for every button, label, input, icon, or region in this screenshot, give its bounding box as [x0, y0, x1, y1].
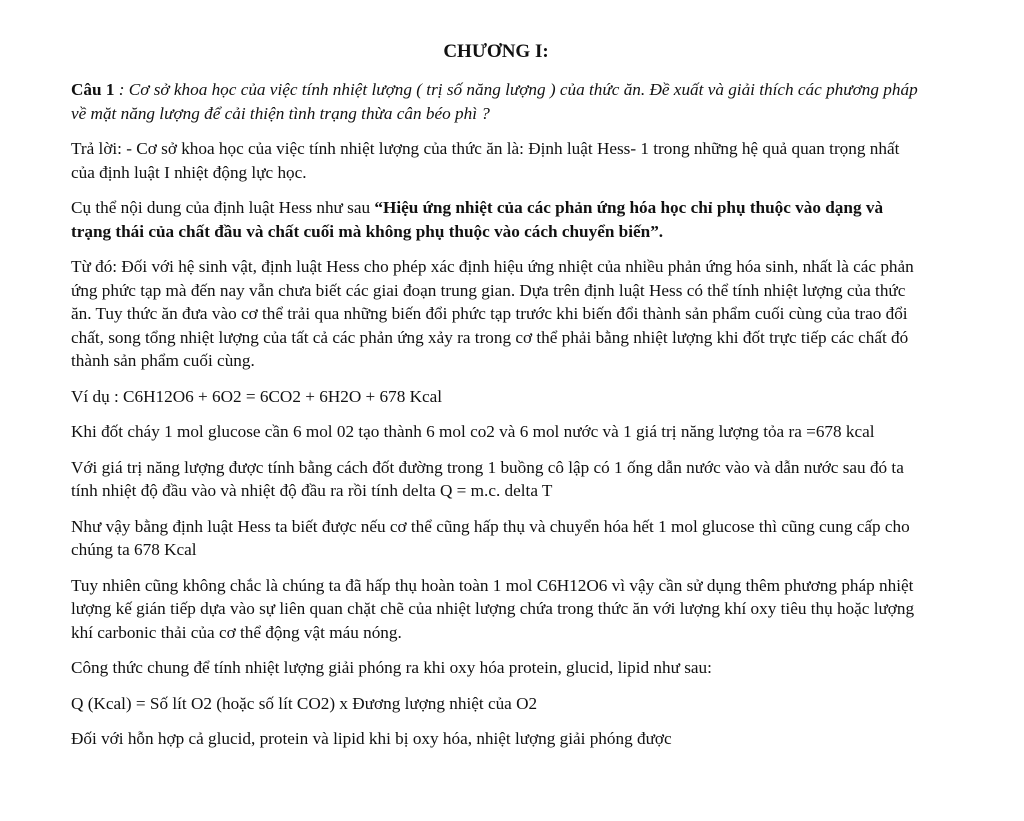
example-equation: Ví dụ : C6H12O6 + 6O2 = 6CO2 + 6H2O + 678 Kcal — [71, 386, 443, 406]
paragraph-glucose-combustion: Khi đốt cháy 1 mol glucose cần 6 mol 02 tạo thành 6 mol co2 và 6 mol nước và 1 giá trị năng lượng tỏa ra =678 kcal — [71, 422, 875, 441]
chapter-title: CHƯƠNG I: — [443, 41, 549, 62]
question-text: : Cơ sở khoa học của việc tính nhiệt lượng ( trị số năng lượng ) của thức ăn. Đề xuất và giải thích các phương pháp về mặt năng lượng để cải thiện tình trạng thừa cân béo phì ? — [71, 80, 918, 123]
document-page — [71, 40, 921, 763]
paragraph-hess-application: Từ đó: Đối với hệ sinh vật, định luật Hess cho phép xác định hiệu ứng nhiệt của nhiều phản ứng hóa sinh, nhất là các phản ứng phức tạp mà đến nay vẫn chưa biết các giai đoạn trung gian. Dựa trên định luật Hess có thể tính nhiệt lượng của thức ăn. Tuy thức ăn đưa vào cơ thể trải qua những biến đổi phức tạp trước khi biến đổi thành sản phẩm cuối cùng của trao đổi chất, song tổng nhiệt lượng của tất cả các phản ứng xảy ra trong cơ thể phải bằng nhiệt lượng khi đốt trực tiếp các chất đó thành sản phẩm cuối cùng. — [71, 257, 914, 370]
paragraph-hess-conclusion: Như vậy bằng định luật Hess ta biết được nếu cơ thể cũng hấp thụ và chuyển hóa hết 1 mol glucose thì cũng cung cấp cho chúng ta 678 Kcal — [71, 516, 910, 559]
paragraph-indirect-calorimetry: Tuy nhiên cũng không chắc là chúng ta đã hấp thụ hoàn toàn 1 mol C6H12O6 vì vậy cần sử dụng thêm phương pháp nhiệt lượng kế gián tiếp dựa vào sự liên quan chặt chẽ của nhiệt lượng chứa trong thức ăn với lượng khí oxy tiêu thụ hoặc lượng khí carbonic thải của cơ thể động vật máu nóng. — [71, 575, 915, 642]
paragraph-formula-intro: Công thức chung để tính nhiệt lượng giải phóng ra khi oxy hóa protein, glucid, lipid như sau: — [71, 658, 712, 677]
question-label: Câu 1 — [71, 80, 115, 99]
hess-law-paragraph — [71, 196, 921, 243]
heat-formula: Q (Kcal) = Số lít O2 (hoặc số lít CO2) x Đương lượng nhiệt của O2 — [71, 693, 538, 713]
paragraph-mixture: Đối với hỗn hợp cả glucid, protein và lipid khi bị oxy hóa, nhiệt lượng giải phóng được — [71, 729, 672, 748]
answer-intro: Trả lời: - Cơ sở khoa học của việc tính nhiệt lượng của thức ăn là: Định luật Hess- 1 trong những hệ quả quan trọng nhất của định luật I nhiệt động lực học. — [71, 139, 900, 182]
hess-law-quote: “Hiệu ứng nhiệt của các phản ứng hóa học chỉ phụ thuộc vào dạng và trạng thái của chất đầu và chất cuối mà không phụ thuộc vào cách chuyển biến”. — [71, 198, 884, 241]
paragraph-energy-measurement: Với giá trị năng lượng được tính bằng cách đốt đường trong 1 buồng cô lập có 1 ống dẫn nước vào và dẫn nước sau đó ta tính nhiệt độ đầu vào và nhiệt độ đầu ra rồi tính delta Q = m.c. delta T — [71, 457, 904, 500]
question-paragraph — [71, 78, 921, 125]
hess-law-prefix: Cụ thể nội dung của định luật Hess như sau — [71, 198, 375, 217]
